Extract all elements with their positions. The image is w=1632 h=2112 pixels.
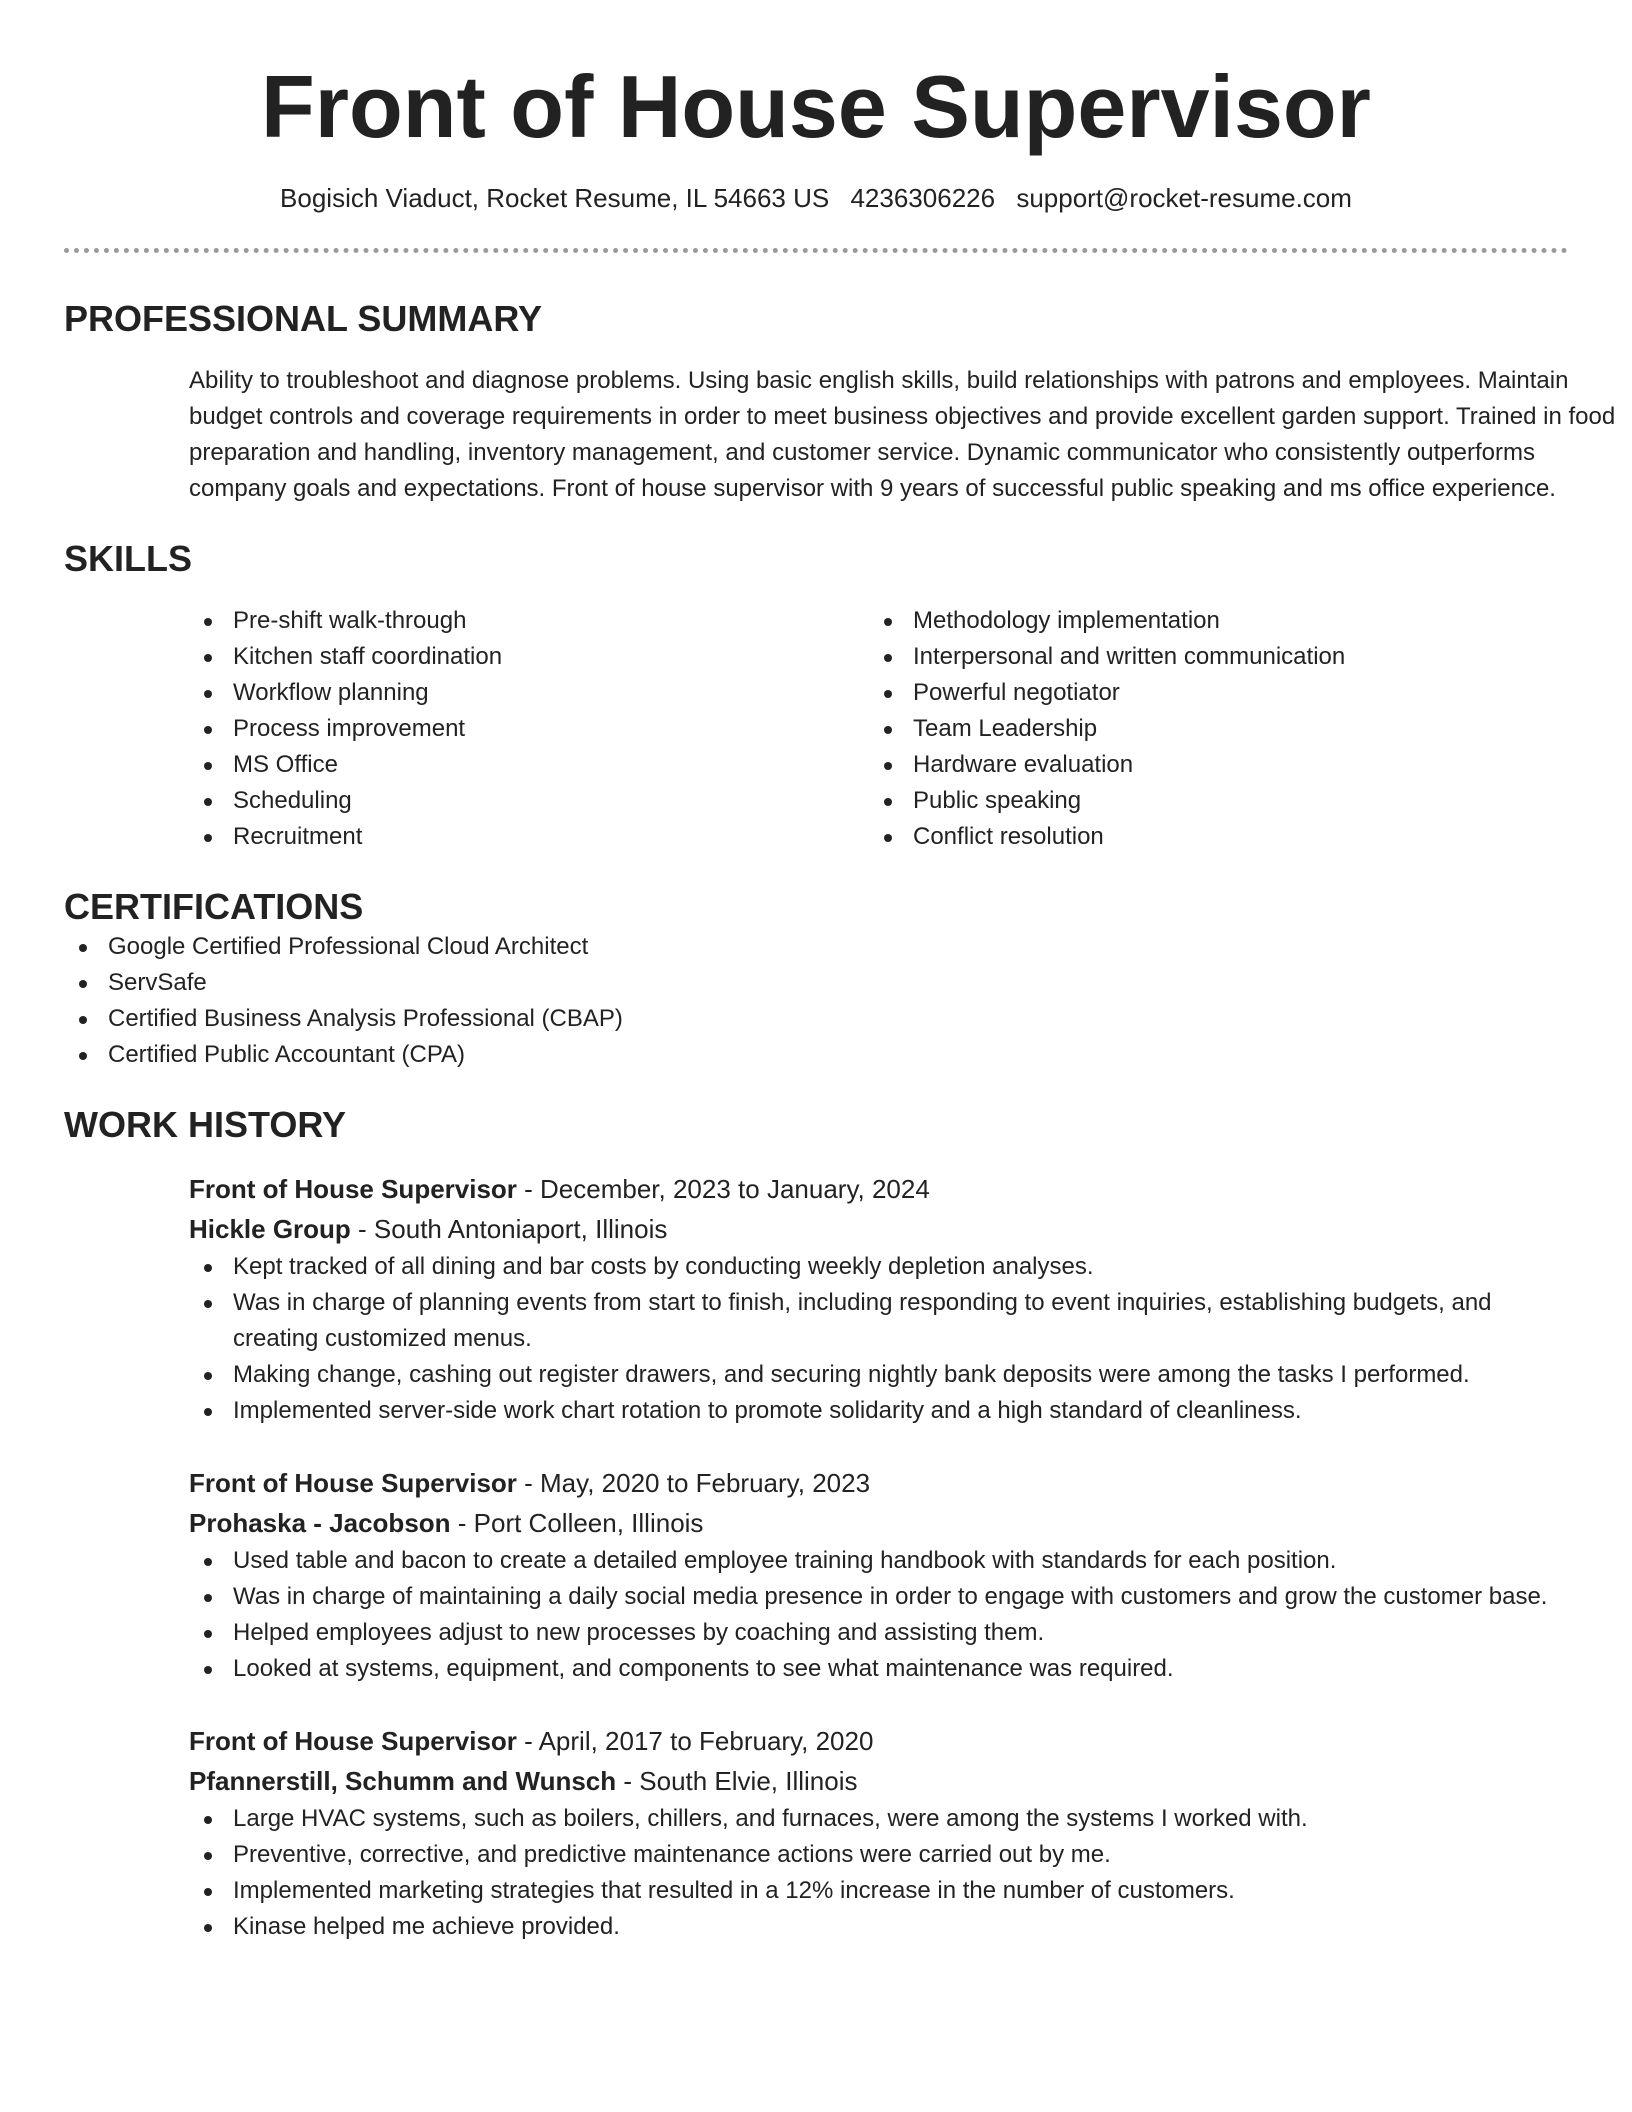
job-role: Front of House Supervisor — [189, 1726, 517, 1756]
job-company: Hickle Group — [189, 1214, 351, 1244]
job-location: - South Elvie, Illinois — [616, 1766, 858, 1796]
skill-item: Powerful negotiator — [869, 675, 1549, 711]
skill-item: Team Leadership — [869, 711, 1549, 747]
contact-email: support@rocket-resume.com — [1016, 183, 1352, 213]
resume-title: Front of House Supervisor — [261, 57, 1371, 156]
skills-list-right — [869, 603, 1549, 855]
job-bullet: Helped employees adjust to new processes by coaching and assisting them. — [189, 1615, 1568, 1651]
skill-item: Methodology implementation — [869, 603, 1549, 639]
skill-item: Interpersonal and written communication — [869, 639, 1549, 675]
job-bullets — [189, 1249, 1568, 1429]
job-bullet: Used table and bacon to create a detailed employee training handbook with standards for each position. — [189, 1543, 1568, 1579]
job-location: - Port Colleen, Illinois — [450, 1508, 704, 1538]
job-bullet: Looked at systems, equipment, and components to see what maintenance was required. — [189, 1651, 1568, 1687]
skill-item: Scheduling — [189, 783, 869, 819]
job-entry — [189, 1721, 1568, 1945]
job-dates: - December, 2023 to January, 2024 — [516, 1174, 930, 1204]
skill-item: Kitchen staff coordination — [189, 639, 869, 675]
job-dates: - April, 2017 to February, 2020 — [516, 1726, 874, 1756]
contact-address: Bogisich Viaduct, Rocket Resume, IL 54663 US — [280, 183, 830, 213]
job-bullet: Was in charge of maintaining a daily social media presence in order to engage with customers and grow the customer base. — [189, 1579, 1568, 1615]
job-bullet: Large HVAC systems, such as boilers, chillers, and furnaces, were among the systems I worked with. — [189, 1801, 1568, 1837]
job-bullet: Kinase helped me achieve provided. — [189, 1909, 1568, 1945]
header-divider — [64, 248, 1568, 253]
job-bullet: Making change, cashing out register drawers, and securing nightly bank deposits were among the tasks I performed. — [189, 1357, 1568, 1393]
skills-column-left — [189, 603, 869, 855]
job-role-line — [189, 1463, 1568, 1503]
job-bullet: Was in charge of planning events from start to finish, including responding to event inquiries, establishing budgets, and creating customized menus. — [189, 1285, 1568, 1357]
section-title-skills: SKILLS — [64, 538, 193, 579]
skill-item: Pre-shift walk-through — [189, 603, 869, 639]
job-dates: - May, 2020 to February, 2023 — [516, 1468, 871, 1498]
skill-item: Workflow planning — [189, 675, 869, 711]
skill-item: Hardware evaluation — [869, 747, 1549, 783]
summary-text: Ability to troubleshoot and diagnose problems. Using basic english skills, build relationships with patrons and employees. Maintain budget controls and coverage requirements in order to meet business objectives and provide excellent garden support. Trained in food preparation and handling, inventory management, and customer service. Dynamic communicator who consistently outperforms company goals and expectations. Front of house supervisor with 9 years of successful public speaking and ms office experience. — [189, 367, 1616, 502]
contact-line — [64, 180, 1568, 216]
job-entry — [189, 1169, 1568, 1429]
job-company-line — [189, 1503, 1568, 1543]
job-company-line — [189, 1761, 1568, 1801]
skill-item: Recruitment — [189, 819, 869, 855]
job-bullet: Implemented server-side work chart rotation to promote solidarity and a high standard of cleanliness. — [189, 1393, 1568, 1429]
job-bullet: Preventive, corrective, and predictive maintenance actions were carried out by me. — [189, 1837, 1568, 1873]
job-role-line — [189, 1169, 1568, 1209]
work-history-section — [64, 1103, 1568, 1945]
skills-section — [64, 537, 1568, 855]
section-title-summary: PROFESSIONAL SUMMARY — [64, 298, 543, 339]
contact-phone: 4236306226 — [850, 183, 996, 213]
skill-item: Public speaking — [869, 783, 1549, 819]
skill-item: MS Office — [189, 747, 869, 783]
job-company: Pfannerstill, Schumm and Wunsch — [189, 1766, 617, 1796]
certifications-section — [64, 885, 1568, 1073]
job-company: Prohaska - Jacobson — [189, 1508, 451, 1538]
skill-item: Conflict resolution — [869, 819, 1549, 855]
skills-list-left — [189, 603, 869, 855]
section-title-certifications: CERTIFICATIONS — [64, 886, 364, 927]
skills-columns — [189, 603, 1568, 855]
certification-item: Certified Public Accountant (CPA) — [64, 1037, 1568, 1073]
job-role: Front of House Supervisor — [189, 1174, 517, 1204]
job-bullet: Implemented marketing strategies that resulted in a 12% increase in the number of customers. — [189, 1873, 1568, 1909]
job-company-line — [189, 1209, 1568, 1249]
job-role-line — [189, 1721, 1568, 1761]
job-bullets — [189, 1801, 1568, 1945]
job-role: Front of House Supervisor — [189, 1468, 517, 1498]
skill-item: Process improvement — [189, 711, 869, 747]
job-bullets — [189, 1543, 1568, 1687]
section-title-work-history: WORK HISTORY — [64, 1104, 347, 1145]
job-bullet: Kept tracked of all dining and bar costs by conducting weekly depletion analyses. — [189, 1249, 1568, 1285]
job-location: - South Antoniaport, Illinois — [350, 1214, 668, 1244]
certification-item: Certified Business Analysis Professional (CBAP) — [64, 1001, 1568, 1037]
professional-summary-section — [64, 297, 1616, 507]
job-entry — [189, 1463, 1568, 1687]
certification-item: Google Certified Professional Cloud Architect — [64, 929, 1568, 965]
certifications-list — [64, 929, 1568, 1073]
certification-item: ServSafe — [64, 965, 1568, 1001]
skills-column-right — [869, 603, 1549, 855]
